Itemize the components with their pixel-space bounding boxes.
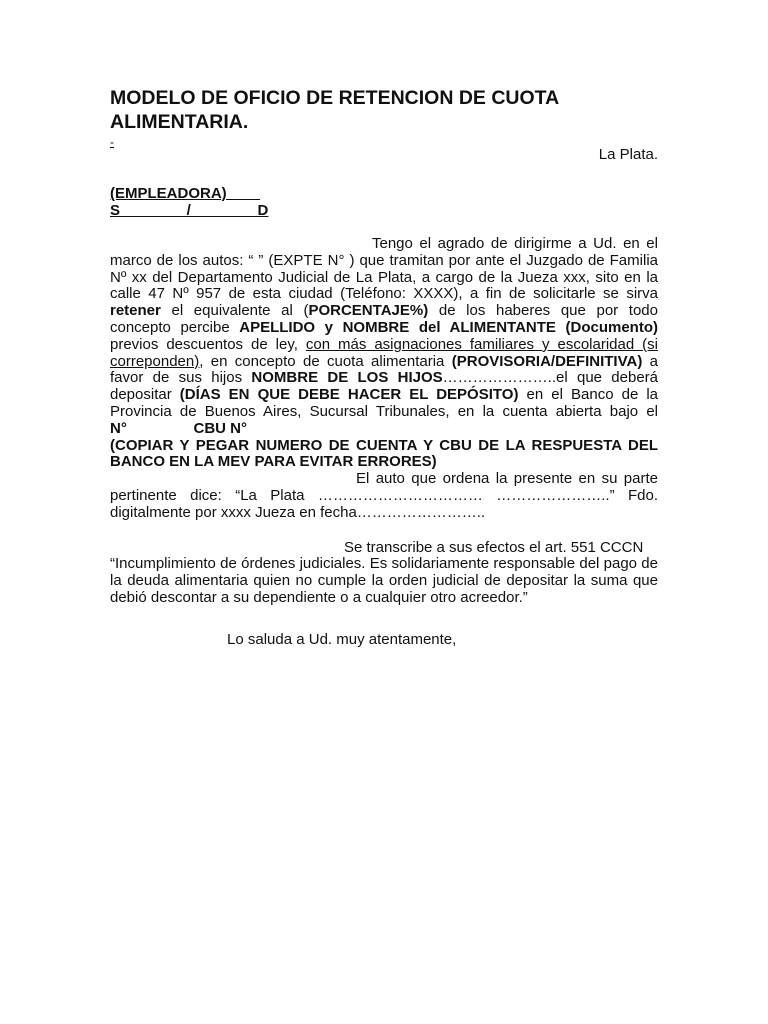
p1-bold-copiar: (COPIAR Y PEGAR NUMERO DE CUENTA Y CBU DE LA RESPUESTA DEL BANCO EN LA MEV PARA EVITAR ERRORES): [110, 436, 658, 471]
addressee-block: [110, 186, 268, 220]
addressee-employer: (EMPLEADORA): [110, 185, 260, 202]
paragraph-copy-note: [110, 438, 658, 472]
p1-text-2: el equivalente al (: [160, 302, 309, 320]
letter-body: [110, 236, 658, 607]
p1-bold-hijos: NOMBRE DE LOS HIJOS: [251, 369, 443, 387]
paragraph-art-551-heading: Se transcribe a sus efectos el art. 551 CCCN: [344, 538, 644, 556]
p1-bold-retener: retener: [110, 302, 161, 320]
p1-text-4: previos descuentos de ley,: [110, 335, 306, 353]
p1-text-7: …………………..el que deberá depositar: [110, 369, 659, 404]
p1-underlined-asignaciones: con más asignaciones familiares y escolaridad (si correponden),: [110, 335, 658, 370]
dash-mark: -: [110, 135, 114, 149]
p1-text-8: en el Banco de la Provincia de Buenos Aires, Sucursal Tribunales, en la cuenta abierta bajo el: [110, 386, 659, 420]
p1-text-6: a favor de sus hijos: [110, 352, 658, 387]
p1-text-5: en concepto de cuota alimentaria: [203, 352, 452, 370]
p1-bold-porcentaje: PORCENTAJE%): [308, 302, 429, 320]
document-title: MODELO DE OFICIO DE RETENCION DE CUOTA ALIMENTARIA.: [110, 87, 559, 133]
p1-bold-provisoria: (PROVISORIA/DEFINITIVA): [451, 352, 643, 370]
place-line: La Plata.: [598, 146, 658, 163]
paragraph-main: [110, 236, 658, 438]
addressee-sd: S / D: [110, 202, 269, 219]
p1-text-3: de los haberes que por todo concepto percibe: [110, 302, 658, 336]
paragraph-art-551-quote: “Incumplimiento de órdenes judiciales. Es solidariamente responsable del pago de la deuda alimentaria quien no cumple la orden judicial de depositar la suma que debió descontar a su dependiente o a cualquier otro acreedor.”: [110, 555, 658, 606]
p1-bold-cbu: N° CBU N°: [110, 419, 248, 437]
p1-bold-alimentante: APELLIDO y NOMBRE del ALIMENTANTE (Documento): [239, 318, 658, 336]
closing-line: Lo saluda a Ud. muy atentamente,: [227, 631, 457, 648]
paragraph-auto: El auto que ordena la presente en su parte pertinente dice: “La Plata …………………………… …………………..” Fdo. digitalmente por xxxx Jueza en fecha……………………..: [110, 470, 658, 521]
p1-bold-dias: (DÍAS EN QUE DEBE HACER EL DEPÓSITO): [179, 386, 519, 404]
p1-text-1: Tengo el agrado de dirigirme a Ud. en el marco de los autos: “ ” (EXPTE N° ) que tramitan por ante el Juzgado de Familia Nº xx del Departamento Judicial de La Plata, a cargo de la Jueza xxx, sito en la calle 47 Nº 957 de esta ciudad (Teléfono: XXXX), a fin de solicitarle se sirva: [110, 235, 658, 303]
